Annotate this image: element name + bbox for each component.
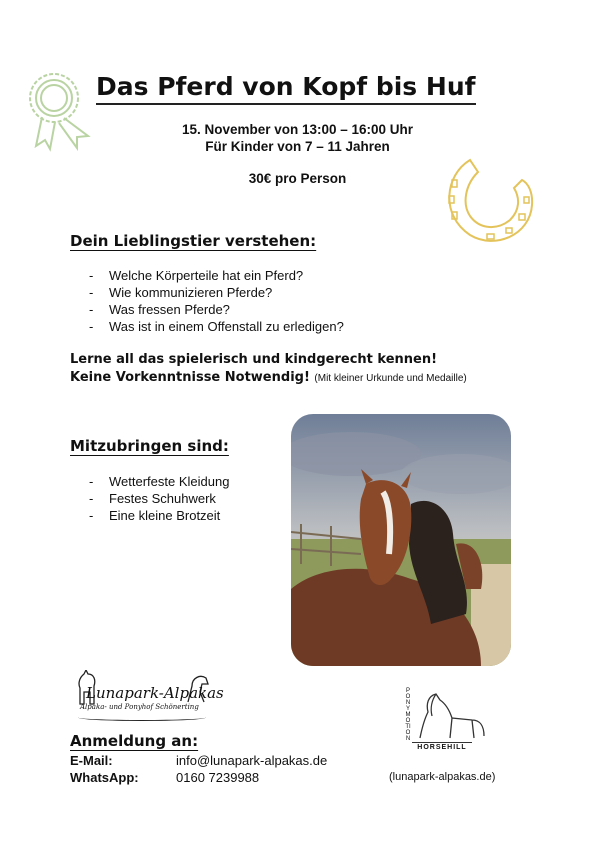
tagline-line-2-row (70, 370, 467, 385)
email-link[interactable]: info@lunapark-alpakas.de (176, 753, 328, 768)
event-date-time: 15. November von 13:00 – 16:00 Uhr (181, 122, 414, 137)
horseshoe-icon (440, 150, 540, 250)
list-item: - Wie kommunizieren Pferde? (89, 284, 344, 301)
horse-photo (291, 414, 511, 666)
event-price: 30€ pro Person (248, 171, 347, 186)
whatsapp-number[interactable]: 0160 7239988 (176, 770, 260, 785)
page-title: Das Pferd von Kopf bis Huf (96, 72, 476, 105)
topics-list (89, 267, 344, 335)
email-label: E-Mail: (70, 753, 113, 768)
whatsapp-label: WhatsApp: (70, 770, 139, 785)
section-heading-registration: Anmeldung an: (70, 732, 199, 750)
event-audience: Für Kinder von 7 – 11 Jahren (205, 139, 390, 154)
lunapark-alpakas-logo (76, 670, 224, 724)
list-item: - Was ist in einem Offenstall zu erledigen? (89, 318, 344, 335)
horsehill-logo (404, 688, 496, 756)
tagline-line-1: Lerne all das spielerisch und kindgerecht kennen! (70, 352, 438, 367)
horse-icon (414, 690, 488, 742)
list-item: - Wetterfeste Kleidung (89, 473, 229, 490)
logo-subtitle: Alpaka- und Ponyhof Schönerting (80, 703, 199, 711)
list-item: - Festes Schuhwerk (89, 490, 229, 507)
tagline-line-2: Keine Vorkenntnisse Notwendig! (70, 370, 310, 385)
logo-horsehill-text: HORSEHILL (412, 742, 472, 751)
list-item: - Eine kleine Brotzeit (89, 507, 229, 524)
section-heading-bring: Mitzubringen sind: (70, 437, 229, 455)
list-item: - Was fressen Pferde? (89, 301, 344, 318)
logo-swoosh (78, 714, 206, 721)
website-link[interactable]: (lunapark-alpakas.de) (389, 771, 496, 783)
list-item: - Welche Körperteile hat ein Pferd? (89, 267, 344, 284)
logo-vertical-text: PONY MOTION (405, 688, 411, 742)
bring-list (89, 473, 229, 524)
tagline-note: (Mit kleiner Urkunde und Medaille) (314, 373, 467, 384)
logo-name: Lunapark-Alpakas (86, 684, 224, 702)
section-heading-understanding: Dein Lieblingstier verstehen: (70, 232, 317, 250)
